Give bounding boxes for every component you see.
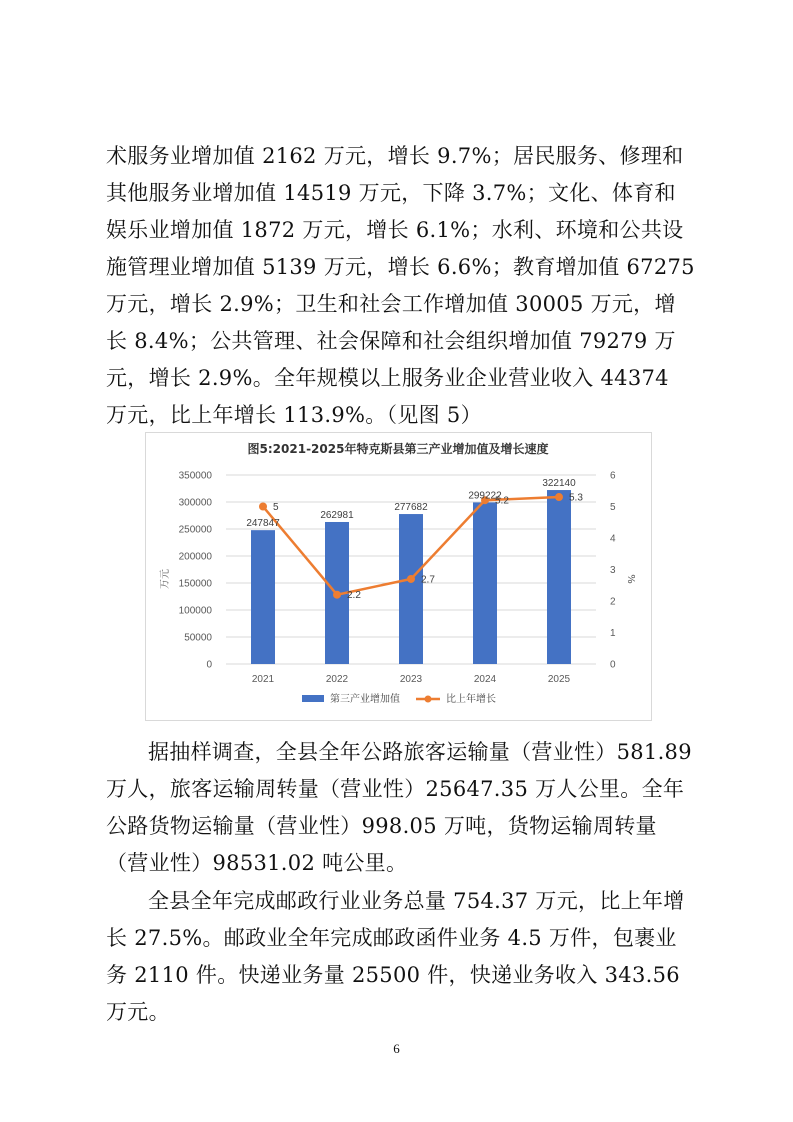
chart-svg [146,433,651,720]
legend-marker-line [425,696,432,703]
y-tick-label: 300000 [178,497,212,509]
growth-point [407,575,415,583]
bar [473,502,497,664]
bar [251,530,275,664]
legend-swatch-bar [302,695,324,702]
growth-value-label: 2.2 [347,590,361,602]
y2-tick-label: 0 [610,659,616,671]
legend-label-line: 比上年增长 [446,694,496,705]
y-axis-label: 万元 [160,569,171,589]
y-tick-label: 50000 [184,632,212,644]
y2-tick-label: 4 [610,533,616,545]
y2-tick-label: 1 [610,628,616,639]
y2-tick-label: 6 [610,470,616,482]
growth-value-label: 2.7 [421,574,435,586]
page-number: 6 [393,1041,400,1056]
y-tick-label: 100000 [178,605,212,617]
x-tick-label: 2022 [325,674,349,685]
x-tick-label: 2025 [547,674,571,685]
growth-value-label: 5.3 [569,492,583,504]
bar-value-label: 322140 [542,478,576,490]
x-tick-label: 2021 [251,674,275,685]
y-tick-label: 250000 [178,524,212,536]
y2-tick-label: 5 [610,502,616,513]
paragraph-services: 术服务业增加值 2162 万元，增长 9.7%；居民服务、修理和其他服务业增加值 14519 万元，下降 3.7%；文化、体育和娱乐业增加值 1872 万元，增长 6.1%；水利、环境和公共设施管理业增加值 5139 万元，增长 6.6%；教育增加值 67275 万元，增长 2.9%；卫生和社会工作增加值 30005 万元，增长 8.4%；公共管理、社会保障和社会组织增加值 79279 万元，增长 2.9%。全年规模以上服务业企业营业收入 44374 万元，比上年增长 113.9%。（见图 5） [106,144,695,427]
chart-legend [302,692,496,705]
y-tick-label: 0 [206,659,212,671]
growth-value-label: 5 [273,502,279,513]
x-tick-label: 2023 [399,674,423,685]
bar [399,514,423,664]
y-tick-label: 350000 [178,470,212,482]
bar-value-label: 299222 [468,490,502,502]
growth-point [333,591,341,599]
growth-point [259,503,267,511]
paragraph-transport: 据抽样调查，全县全年公路旅客运输量（营业性）581.89 万人，旅客运输周转量（营业性）25647.35 万人公里。全年公路货物运输量（营业性）998.05 万吨，货物运输周转量（营业性）98531.02 吨公里。 [106,740,692,875]
y2-tick-label: 3 [610,565,616,576]
y2-tick-label: 2 [610,596,616,608]
y-tick-label: 150000 [178,578,212,590]
chart-title: 图5:2021-2025年特克斯县第三产业增加值及增长速度 [247,442,549,456]
legend-label-bar: 第三产业增加值 [330,694,400,705]
growth-value-label: 5.2 [495,495,509,507]
bar-value-label: 247847 [246,518,280,530]
bar-value-label: 277682 [394,502,428,514]
paragraph-postal: 全县全年完成邮政行业业务总量 754.37 万元，比上年增长 27.5%。邮政业全年完成邮政函件业务 4.5 万件，包裹业务 2110 件。快递业务量 25500 件，快递业务收入 343.56 万元。 [106,889,685,1024]
bar-value-label: 262981 [320,509,354,521]
y-tick-label: 200000 [178,551,212,563]
bar [547,490,571,664]
y2-axis-label: % [625,574,636,584]
growth-point [555,493,563,501]
chart-figure-5 [145,432,652,721]
x-tick-label: 2024 [473,674,497,685]
